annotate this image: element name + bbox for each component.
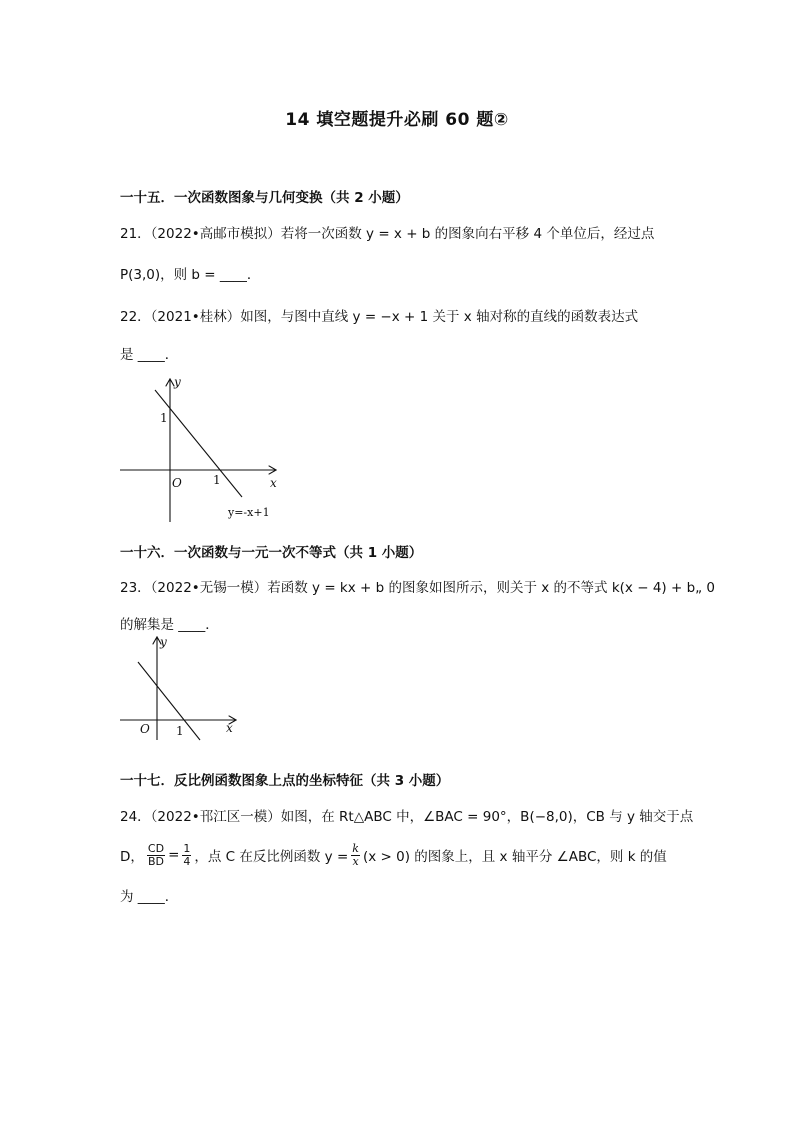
question-24-line-3: 为 ____． [120, 889, 179, 905]
question-24-line-2 [120, 840, 680, 870]
origin-label: O [172, 476, 182, 490]
x-tick-label: 1 [213, 473, 221, 487]
question-23-figure [110, 632, 250, 742]
q24-equals: = [168, 847, 180, 863]
question-23-line-1: 23．（2022•无锡一模）若函数 y = kx + b 的图象如图所示，则关于 x 的不等式 k(x − 4) + b„ 0 [120, 580, 716, 596]
y-tick-label: 1 [160, 411, 168, 425]
page-title: 14 填空题提升必刷 60 题② [285, 110, 509, 130]
y-axis-label: y [174, 375, 181, 389]
x-axis-label: x [226, 721, 233, 735]
question-22-line-2: 是 ____． [120, 347, 179, 363]
question-23-line-2: 的解集是 ____． [120, 617, 219, 633]
section-heading-16: 一十六．一次函数与一元一次不等式（共 1 小题） [120, 545, 423, 561]
fraction-one-quarter: $\frac{1}{4}$ [183, 841, 191, 868]
y-axis-label: y [160, 635, 167, 649]
x-tick-label: 1 [176, 724, 184, 738]
origin-label: O [140, 722, 150, 736]
graph-line [155, 390, 242, 497]
section-heading-15: 一十五．一次函数图象与几何变换（共 2 小题） [120, 190, 409, 206]
q24-text-c: (x > 0) 的图象上，且 x 轴平分 ∠ABC，则 k 的值 [362, 849, 667, 865]
question-21-line-2: P(3,0)，则 b = ____． [120, 267, 261, 283]
fraction-k-x: $\frac{k}{x}$ [352, 841, 359, 868]
q24-text-a: D， [120, 849, 144, 865]
question-24-line-1: 24．（2022•邗江区一模）如图，在 Rt△ABC 中，∠BAC = 90°，B(−8,0)，CB 与 y 轴交于点 [120, 809, 694, 825]
question-22-figure [110, 370, 290, 530]
section-heading-17: 一十七．反比例函数图象上点的坐标特征（共 3 小题） [120, 773, 450, 789]
line-label: y=-x+1 [228, 506, 270, 519]
q24-text-b: ，点 C 在反比例函数 y = [194, 849, 349, 865]
x-axis-label: x [270, 476, 277, 490]
question-21-line-1: 21．（2022•高邮市模拟）若将一次函数 y = x + b 的图象向右平移 4 个单位后，经过点 [120, 226, 655, 242]
question-22-line-1: 22．（2021•桂林）如图，与图中直线 y = −x + 1 关于 x 轴对称的直线的函数表达式 [120, 309, 639, 325]
fraction-cd-bd: $\frac{CD}{BD}$ [147, 841, 165, 868]
